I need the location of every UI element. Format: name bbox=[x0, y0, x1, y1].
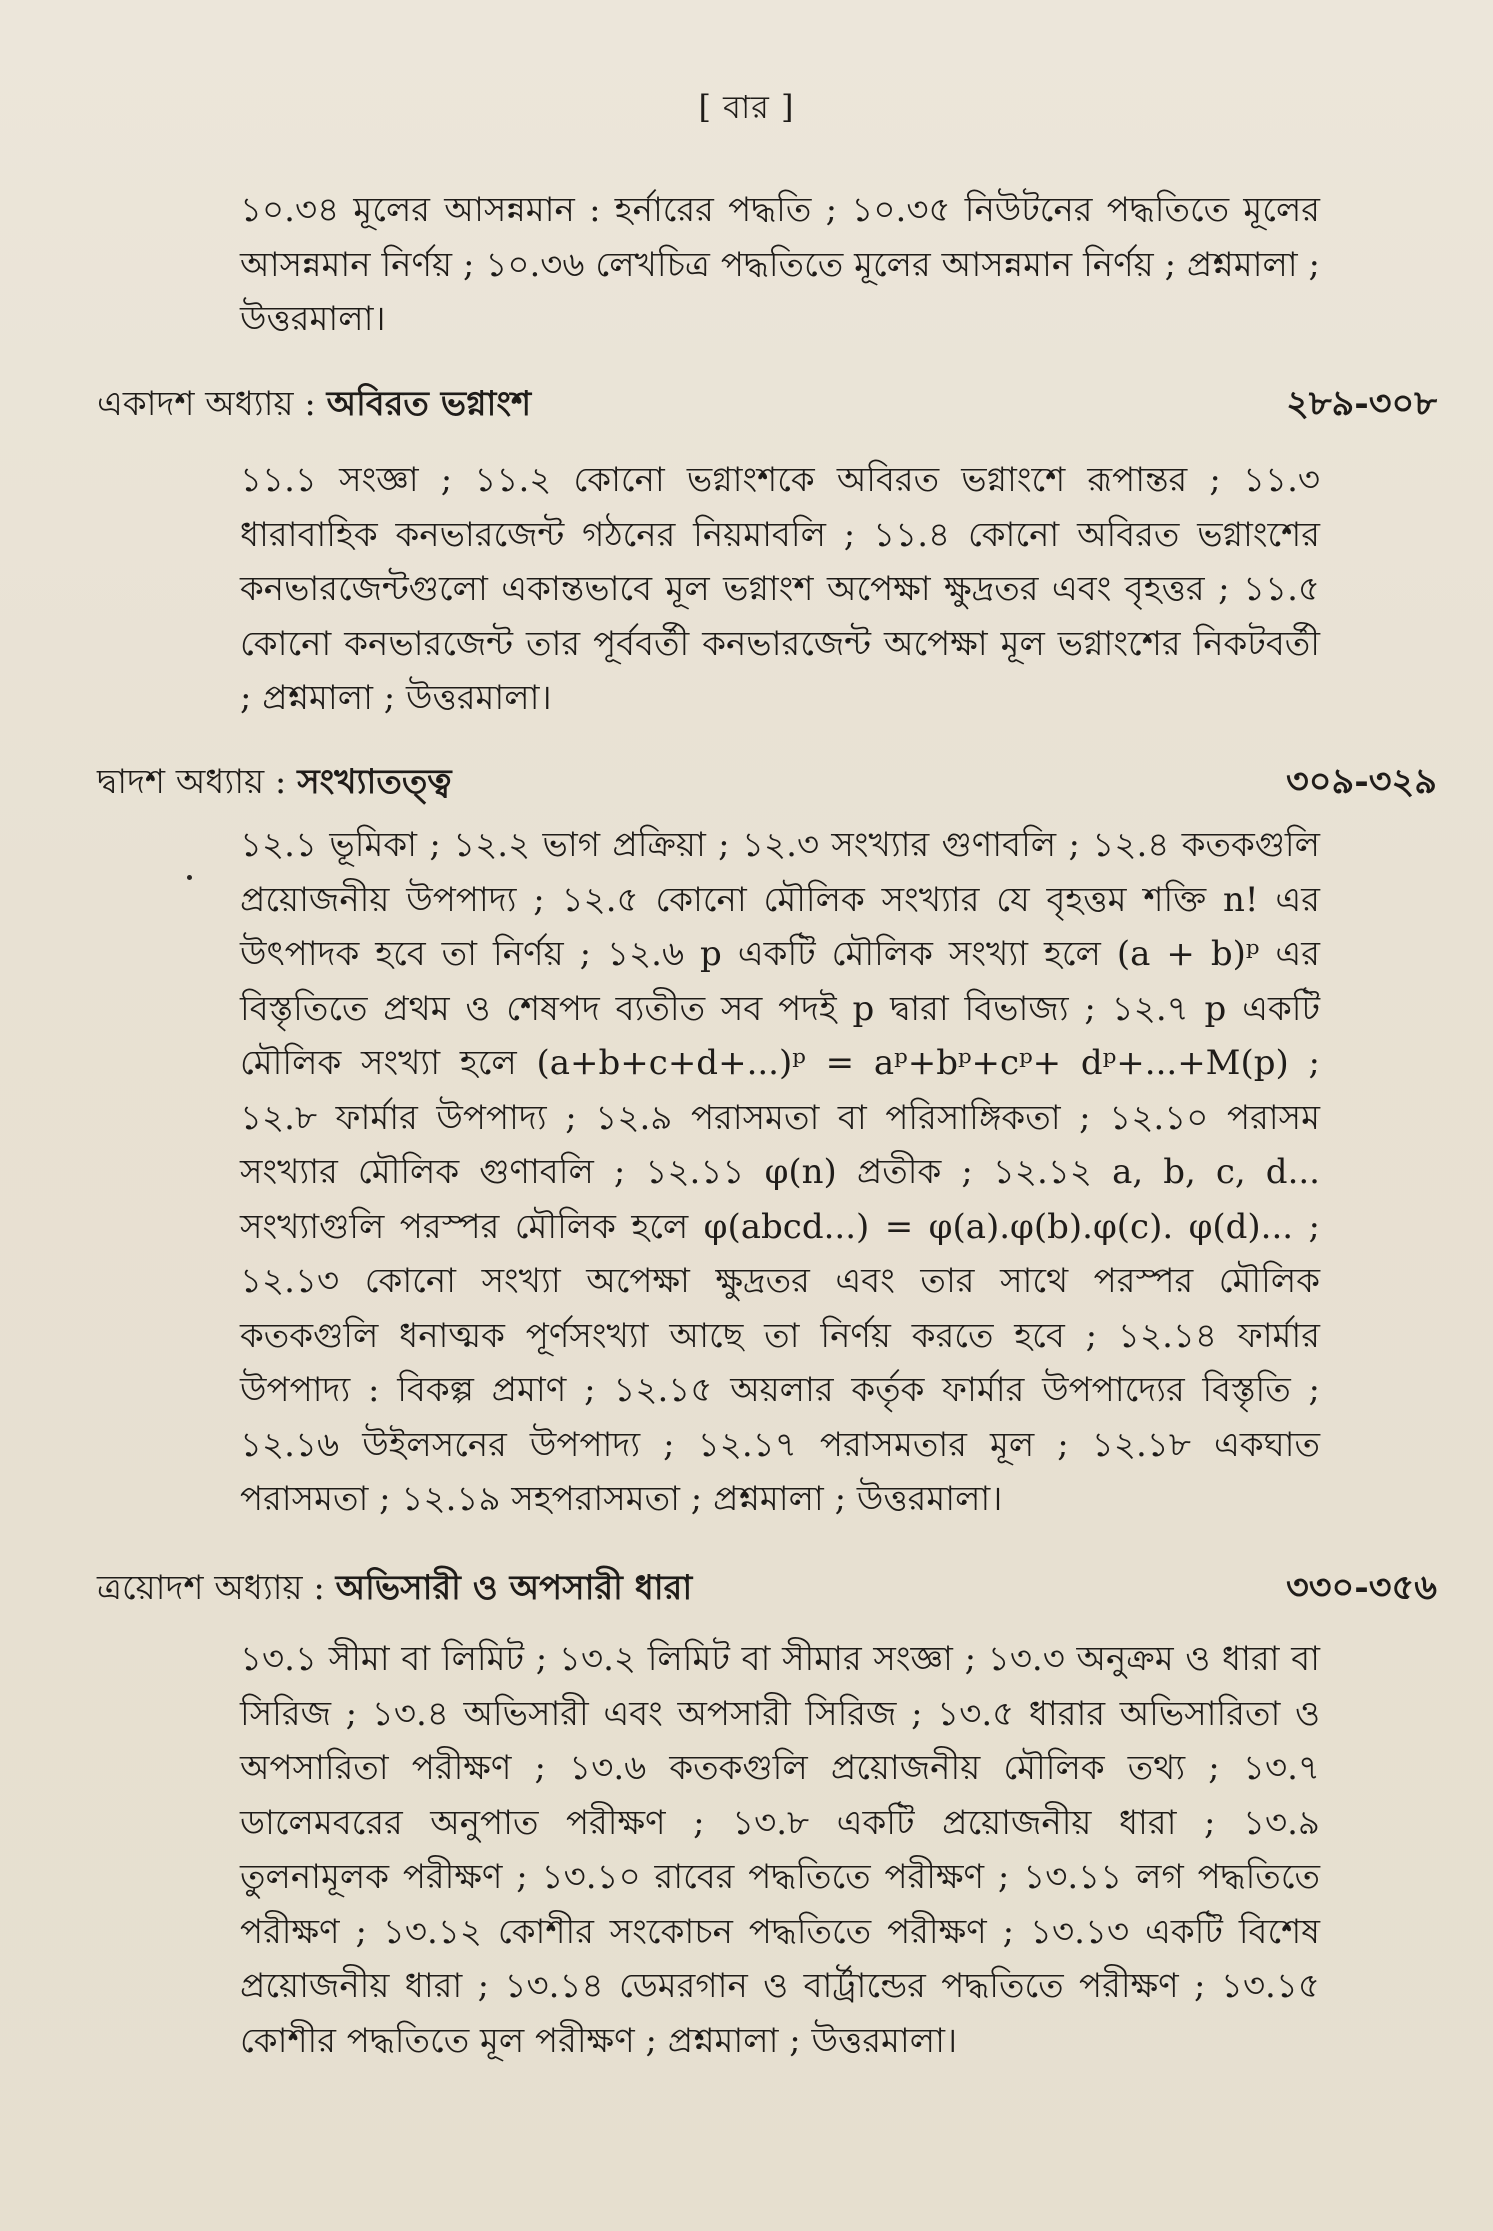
chapter-contents-12: ১২.১ ভূমিকা ; ১২.২ ভাগ প্রক্রিয়া ; ১২.৩ সংখ্যার গুণাবলি ; ১২.৪ কতকগুলি প্রয়োজনীয় উপপাদ্য ; ১২.৫ কোনো মৌলিক সংখ্যার যে বৃহত্তম শক্তি n! এর উৎপাদক হবে তা নির্ণয় ; ১২.৬ p একটি মৌলিক সংখ্যা হলে (a + b)ᵖ এর বিস্তৃতিতে প্রথম ও শেষপদ ব্যতীত সব পদই p দ্বারা বিভাজ্য ; ১২.৭ p একটি মৌলিক সংখ্যা হলে (a+b+c+d+...)ᵖ = aᵖ+bᵖ+cᵖ+ dᵖ+...+M(p) ; ১২.৮ ফার্মার উপপাদ্য ; ১২.৯ পরাসমতা বা পরিসাঙ্গিকতা ; ১২.১০ পরাসম সংখ্যার মৌলিক গুণাবলি ; ১২.১১ φ(n) প্রতীক ; ১২.১২ a, b, c, d... সংখ্যাগুলি পরস্পর মৌলিক হলে φ(abcd...) = φ(a).φ(b).φ(c). φ(d)... ; ১২.১৩ কোনো সংখ্যা অপেক্ষা ক্ষুদ্রতর এবং তার সাথে পরস্পর মৌলিক কতকগুলি ধনাত্মক পূর্ণসংখ্যা আছে তা নির্ণয় করতে হবে ; ১২.১৪ ফার্মার উপপাদ্য : বিকল্প প্রমাণ ; ১২.১৫ অয়লার কর্তৃক ফার্মার উপপাদ্যের বিস্তৃতি ; ১২.১৬ উইলসনের উপপাদ্য ; ১২.১৭ পরাসমতার মূল ; ১২.১৮ একঘাত পরাসমতা ; ১২.১৯ সহপরাসমতা ; প্রশ্নমালা ; উত্তরমালা। bbox=[240, 825, 1320, 1519]
page-number: [ বার ] bbox=[698, 88, 795, 126]
chapter-contents-13: ১৩.১ সীমা বা লিমিট ; ১৩.২ লিমিট বা সীমার সংজ্ঞা ; ১৩.৩ অনুক্রম ও ধারা বা সিরিজ ; ১৩.৪ অভিসারী এবং অপসারী সিরিজ ; ১৩.৫ ধারার অভিসারিতা ও অপসারিতা পরীক্ষণ ; ১৩.৬ কতকগুলি প্রয়োজনীয় মৌলিক তথ্য ; ১৩.৭ ডালেমবরের অনুপাত পরীক্ষণ ; ১৩.৮ একটি প্রয়োজনীয় ধারা ; ১৩.৯ তুলনামূলক পরীক্ষণ ; ১৩.১০ রাবের পদ্ধতিতে পরীক্ষণ ; ১৩.১১ লগ পদ্ধতিতে পরীক্ষণ ; ১৩.১২ কোশীর সংকোচন পদ্ধতিতে পরীক্ষণ ; ১৩.১৩ একটি বিশেষ প্রয়োজনীয় ধারা ; ১৩.১৪ ডেমরগান ও বার্ট্রান্ডের পদ্ধতিতে পরীক্ষণ ; ১৩.১৫ কোশীর পদ্ধতিতে মূল পরীক্ষণ ; প্রশ্নমালা ; উত্তরমালা। bbox=[240, 1639, 1320, 2061]
chapter-heading-11 bbox=[97, 376, 1437, 432]
chapter-label: ত্রয়োদশ অধ্যায় : bbox=[97, 1568, 325, 1608]
chapter-heading-12 bbox=[97, 754, 1437, 810]
chapter-title: অভিসারী ও অপসারী ধারা bbox=[335, 1568, 693, 1608]
chapter-title: সংখ্যাতত্ত্ব bbox=[297, 762, 452, 802]
chapter-label: একাদশ অধ্যায় : bbox=[97, 384, 316, 424]
chapter-contents-11: ১১.১ সংজ্ঞা ; ১১.২ কোনো ভগ্নাংশকে অবিরত ভগ্নাংশে রূপান্তর ; ১১.৩ ধারাবাহিক কনভারজেন্ট গঠনের নিয়মাবলি ; ১১.৪ কোনো অবিরত ভগ্নাংশের কনভারজেন্টগুলো একান্তভাবে মূল ভগ্নাংশ অপেক্ষা ক্ষুদ্রতর এবং বৃহত্তর ; ১১.৫ কোনো কনভারজেন্ট তার পূর্ববর্তী কনভারজেন্ট অপেক্ষা মূল ভগ্নাংশের নিকটবর্তী ; প্রশ্নমালা ; উত্তরমালা। bbox=[240, 460, 1320, 718]
continuation-contents: ১০.৩৪ মূলের আসন্নমান : হর্নারের পদ্ধতি ; ১০.৩৫ নিউটনের পদ্ধতিতে মূলের আসন্নমান নির্ণয় ; ১০.৩৬ লেখচিত্র পদ্ধতিতে মূলের আসন্নমান নির্ণয় ; প্রশ্নমালা ; উত্তরমালা। bbox=[240, 190, 1320, 339]
chapter-page-range: ৩০৯-৩২৯ bbox=[1286, 761, 1437, 802]
chapter-page-range: ৩৩০-৩৫৬ bbox=[1285, 1567, 1437, 1608]
chapter-page-range: ২৮৯-৩০৮ bbox=[1286, 383, 1437, 424]
chapter-title: অবিরত ভগ্নাংশ bbox=[326, 384, 532, 424]
chapter-heading-13 bbox=[97, 1560, 1437, 1616]
chapter-label: দ্বাদশ অধ্যায় : bbox=[97, 762, 287, 802]
print-speck bbox=[187, 875, 192, 880]
